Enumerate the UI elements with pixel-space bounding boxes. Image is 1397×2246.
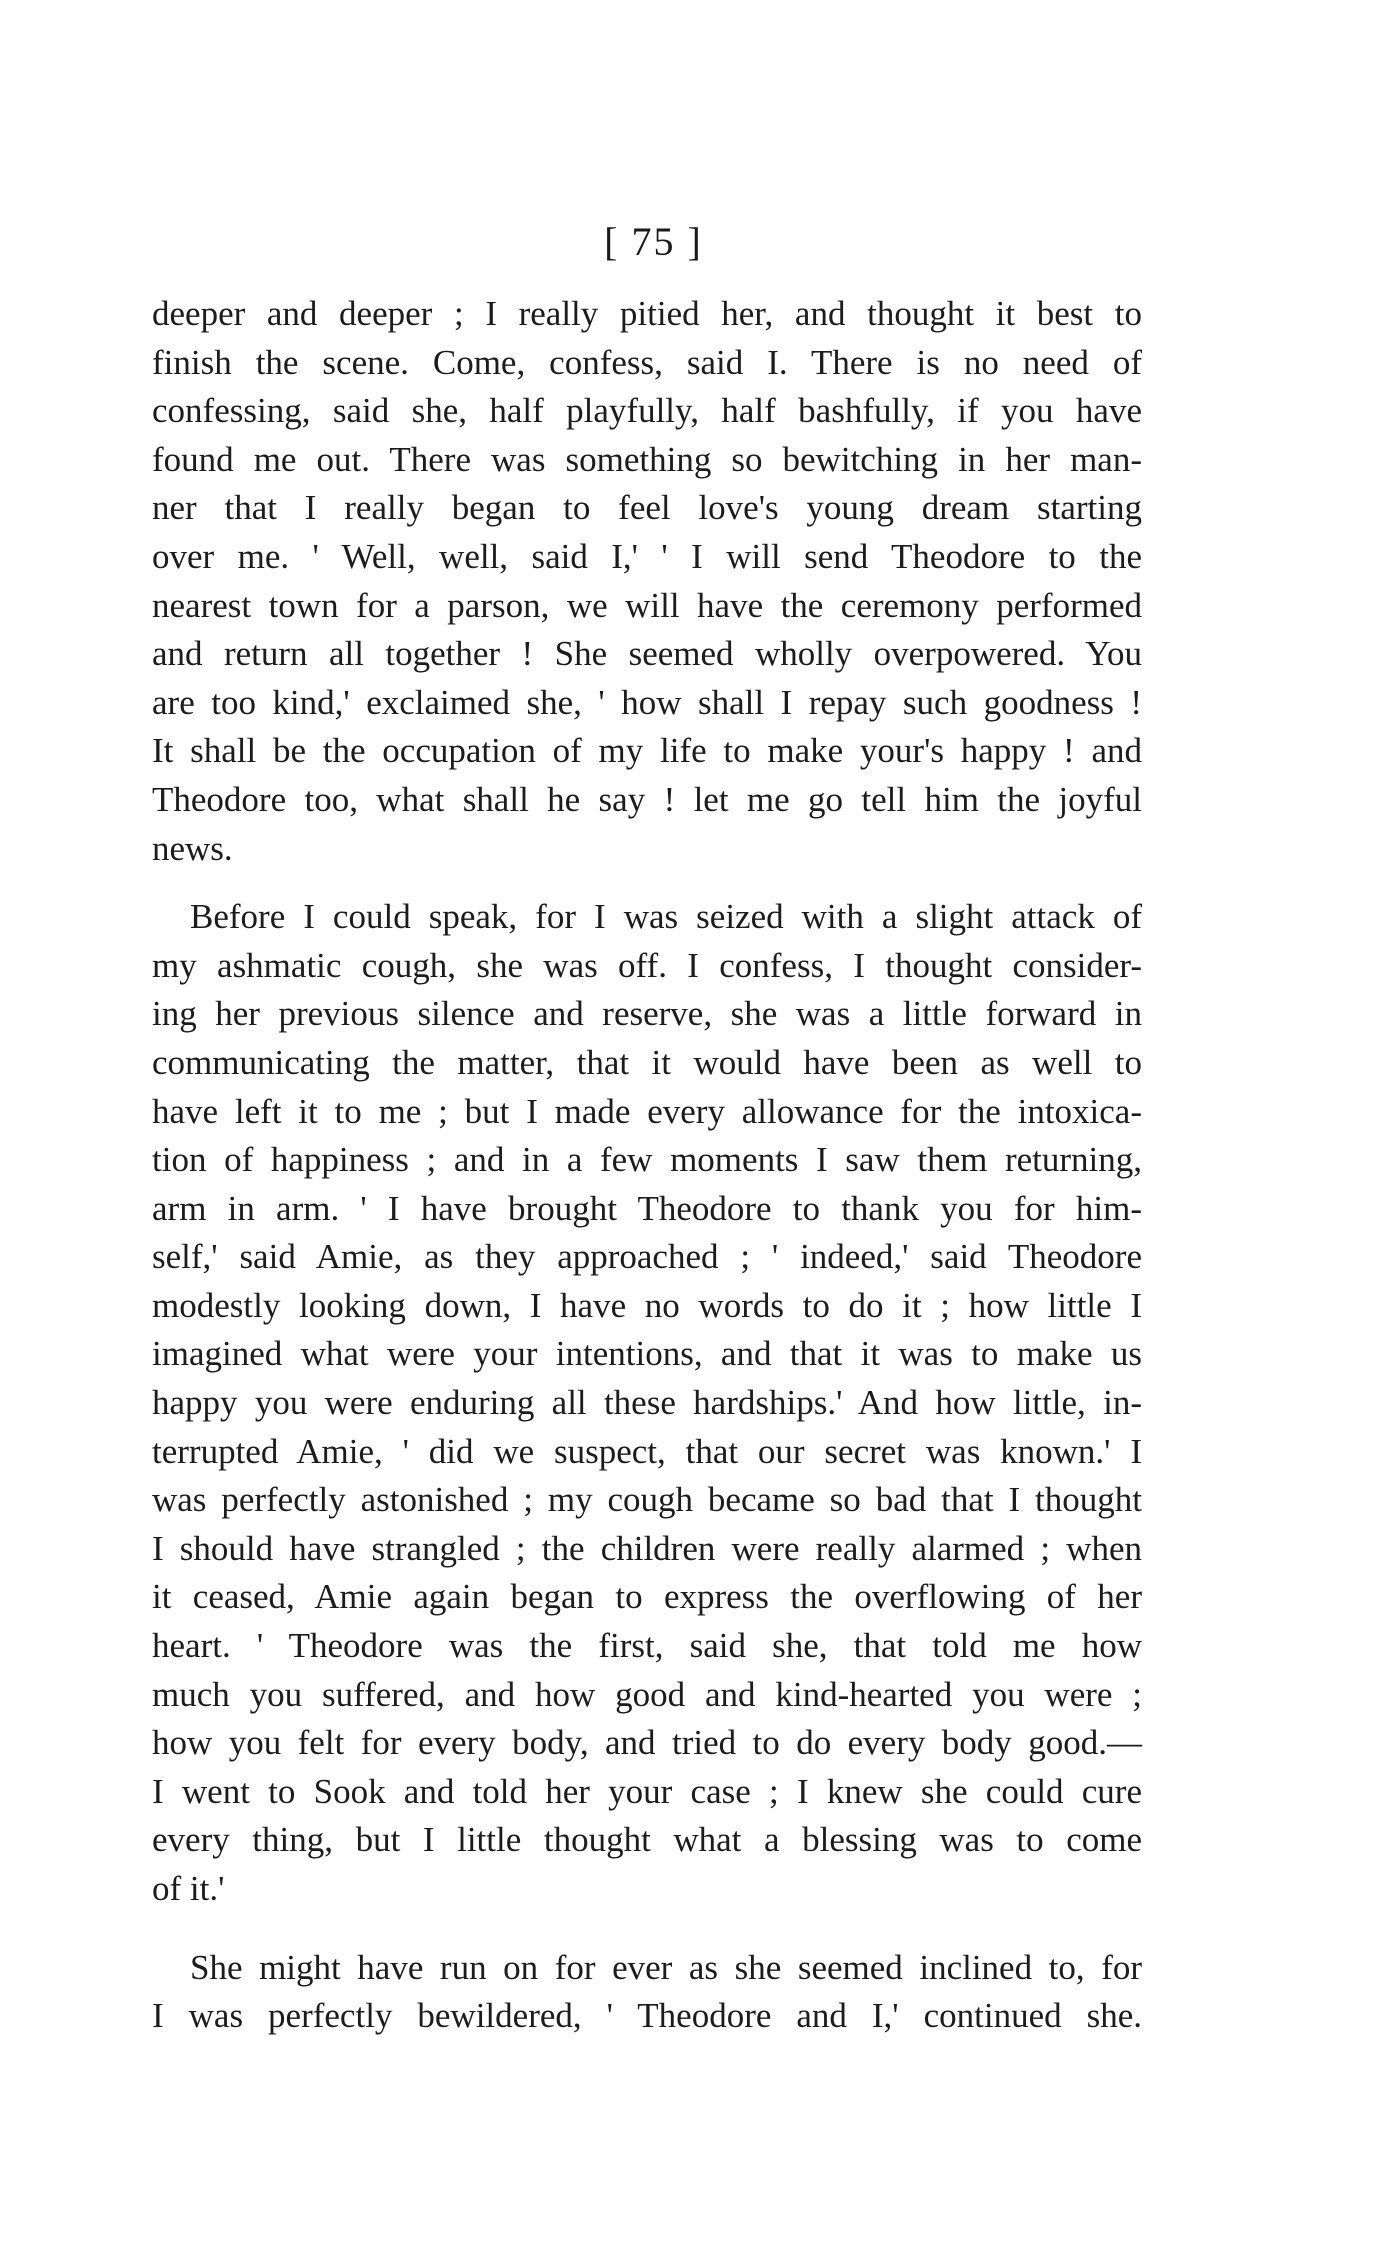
paragraph-spacer: [152, 873, 1142, 893]
text-line: news.: [152, 828, 233, 868]
text-line: every thing, but I little thought what a blessing was to come: [152, 1820, 1142, 1860]
text-line: Before I could speak, for I was seized with a slight attack of: [190, 897, 1142, 937]
text-line: found me out. There was something so bewitching in her man-: [152, 439, 1142, 479]
text-line: confessing, said she, half playfully, half bashfully, if you have: [152, 391, 1142, 431]
text-line: imagined what were your intentions, and that it was to make us: [152, 1334, 1142, 1374]
page-number: [ 75 ]: [604, 219, 703, 264]
text-line: how you felt for every body, and tried to do every body good.—: [152, 1723, 1142, 1763]
text-line: arm in arm. ' I have brought Theodore to thank you for him-: [152, 1188, 1142, 1228]
text-line: terrupted Amie, ' did we suspect, that our secret was known.' I: [152, 1431, 1142, 1471]
page-body: [152, 290, 1142, 2041]
text-line: I went to Sook and told her your case ; I knew she could cure: [152, 1771, 1142, 1811]
text-line: nearest town for a parson, we will have the ceremony performed: [152, 585, 1142, 625]
text-line: communicating the matter, that it would have been as well to: [152, 1042, 1142, 1082]
text-line: and return all together ! She seemed wholly overpowered. You: [152, 634, 1142, 674]
text-line: it ceased, Amie again began to express the overflowing of her: [152, 1577, 1142, 1617]
text-line: finish the scene. Come, confess, said I. There is no need of: [152, 342, 1142, 382]
text-line: modestly looking down, I have no words to do it ; how little I: [152, 1285, 1142, 1325]
text-line: my ashmatic cough, she was off. I confess, I thought consider-: [152, 945, 1142, 985]
text-line: are too kind,' exclaimed she, ' how shall I repay such goodness !: [152, 682, 1142, 722]
text-line: It shall be the occupation of my life to make your's happy ! and: [152, 731, 1142, 771]
paragraph-3: [152, 1944, 1142, 2041]
text-line: I should have strangled ; the children were really alarmed ; when: [152, 1528, 1142, 1568]
text-line: I was perfectly bewildered, ' Theodore and I,' continued she.: [152, 1996, 1142, 2036]
paragraph-2: [152, 893, 1142, 1913]
text-line: ner that I really began to feel love's young dream starting: [152, 488, 1142, 528]
text-line: deeper and deeper ; I really pitied her, and thought it best to: [152, 294, 1142, 333]
text-line: over me. ' Well, well, said I,' ' I will send Theodore to the: [152, 536, 1142, 576]
text-line: She might have run on for ever as she seemed inclined to, for: [190, 1947, 1142, 1987]
text-line: have left it to me ; but I made every allowance for the intoxica-: [152, 1091, 1142, 1131]
text-line: much you suffered, and how good and kind-hearted you were ;: [152, 1674, 1142, 1714]
text-line: Theodore too, what shall he say ! let me go tell him the joyful: [152, 779, 1142, 819]
text-line: ing her previous silence and reserve, she was a little forward in: [152, 994, 1142, 1034]
text-line: of it.': [152, 1869, 225, 1908]
text-line: heart. ' Theodore was the first, said she, that told me how: [152, 1626, 1142, 1666]
paragraph-1: [152, 290, 1142, 873]
text-line: happy you were enduring all these hardships.' And how little, in-: [152, 1383, 1142, 1423]
text-line: was perfectly astonished ; my cough became so bad that I thought: [152, 1480, 1142, 1520]
paragraph-spacer: [152, 1914, 1142, 1944]
text-line: tion of happiness ; and in a few moments I saw them returning,: [152, 1140, 1142, 1180]
text-line: self,' said Amie, as they approached ; ' indeed,' said Theodore: [152, 1237, 1142, 1277]
